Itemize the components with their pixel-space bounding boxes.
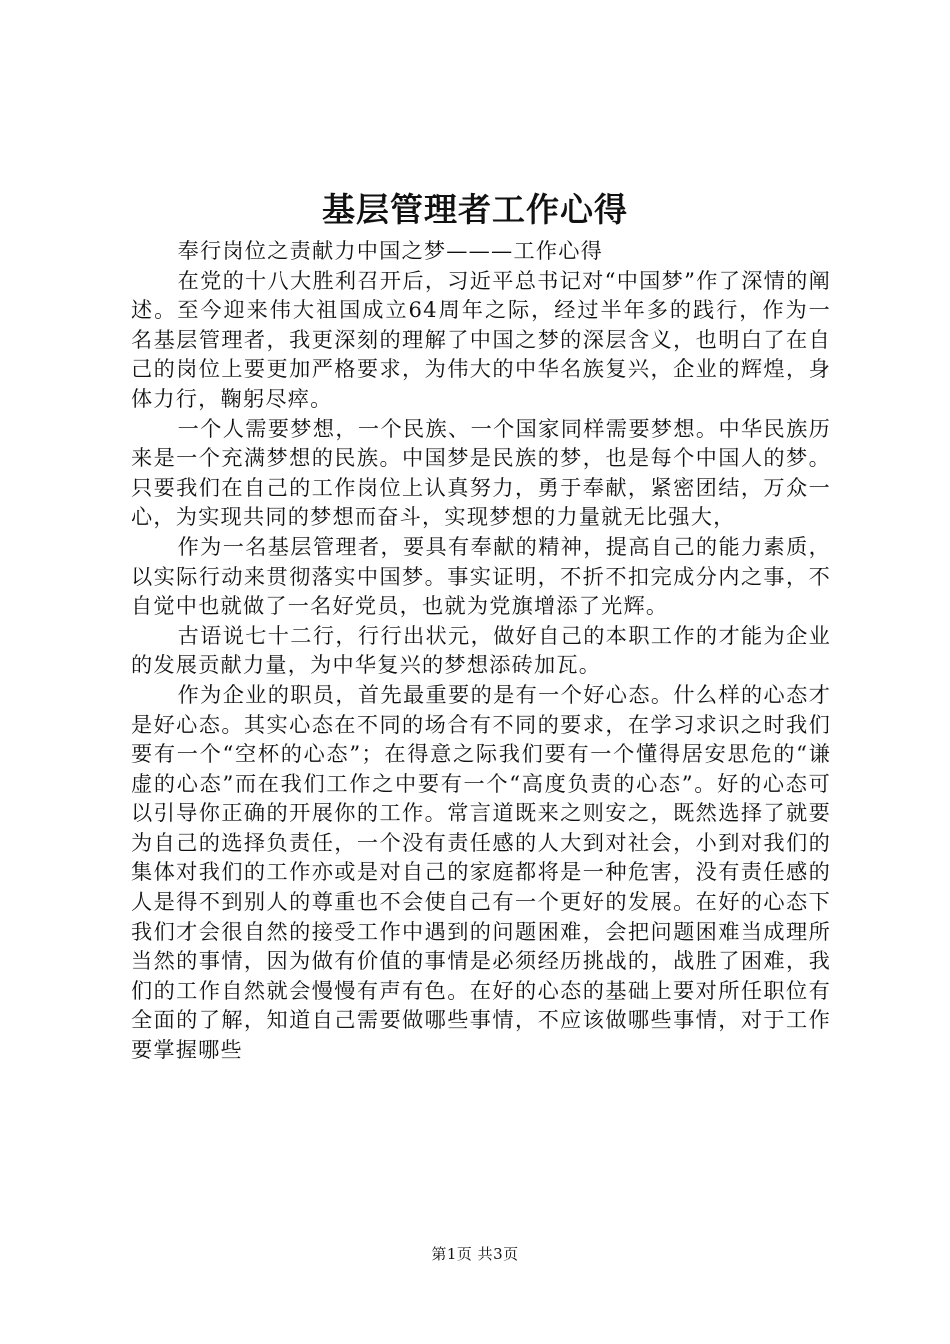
document-body xyxy=(131,236,831,1065)
body-paragraph: 在党的十八大胜利召开后，习近平总书记对“中国梦”作了深情的阐述。至今迎来伟大祖国成立64周年之际，经过半年多的践行，作为一名基层管理者，我更深刻的理解了中国之梦的深层含义，也明白了在自己的岗位上要更加严格要求，为伟大的中华名族复兴，企业的辉煌，身体力行，鞠躬尽瘁。 xyxy=(131,267,831,411)
body-paragraph: 古语说七十二行，行行出状元，做好自己的本职工作的才能为企业的发展贡献力量，为中华复兴的梦想添砖加瓦。 xyxy=(131,622,831,678)
subtitle-paragraph: 奉行岗位之责献力中国之梦———工作心得 xyxy=(177,238,603,263)
body-paragraph: 作为一名基层管理者，要具有奉献的精神，提高自己的能力素质，以实际行动来贯彻落实中国梦。事实证明，不折不扣完成分内之事，不自觉中也就做了一名好党员，也就为党旗增添了光辉。 xyxy=(131,533,831,619)
body-paragraph: 一个人需要梦想，一个民族、一个国家同样需要梦想。中华民族历来是一个充满梦想的民族。中国梦是民族的梦，也是每个中国人的梦。只要我们在自己的工作岗位上认真努力，勇于奉献，紧密团结，万众一心，为实现共同的梦想而奋斗，实现梦想的力量就无比强大， xyxy=(131,415,831,530)
page-number-footer: 第1页 共3页 xyxy=(431,1245,519,1263)
body-paragraph: 作为企业的职员，首先最重要的是有一个好心态。什么样的心态才是好心态。其实心态在不同的场合有不同的要求，在学习求识之时我们要有一个“空杯的心态”；在得意之际我们要有一个懂得居安思危的“谦虚的心态”而在我们工作之中要有一个“高度负责的心态”。好的心态可以引导你正确的开展你的工作。常言道既来之则安之，既然选择了就要为自己的选择负责任，一个没有责任感的人大到对社会，小到对我们的集体对我们的工作亦或是对自己的家庭都将是一种危害，没有责任感的人是得不到别人的尊重也不会使自己有一个更好的发展。在好的心态下我们才会很自然的接受工作中遇到的问题困难，会把问题困难当成理所当然的事情，因为做有价值的事情是必须经历挑战的，战胜了困难，我们的工作自然就会慢慢有声有色。在好的心态的基础上要对所任职位有全面的了解，知道自己需要做哪些事情，不应该做哪些事情，对于工作要掌握哪些 xyxy=(131,681,831,1063)
page-title: 基层管理者工作心得 xyxy=(322,190,628,229)
